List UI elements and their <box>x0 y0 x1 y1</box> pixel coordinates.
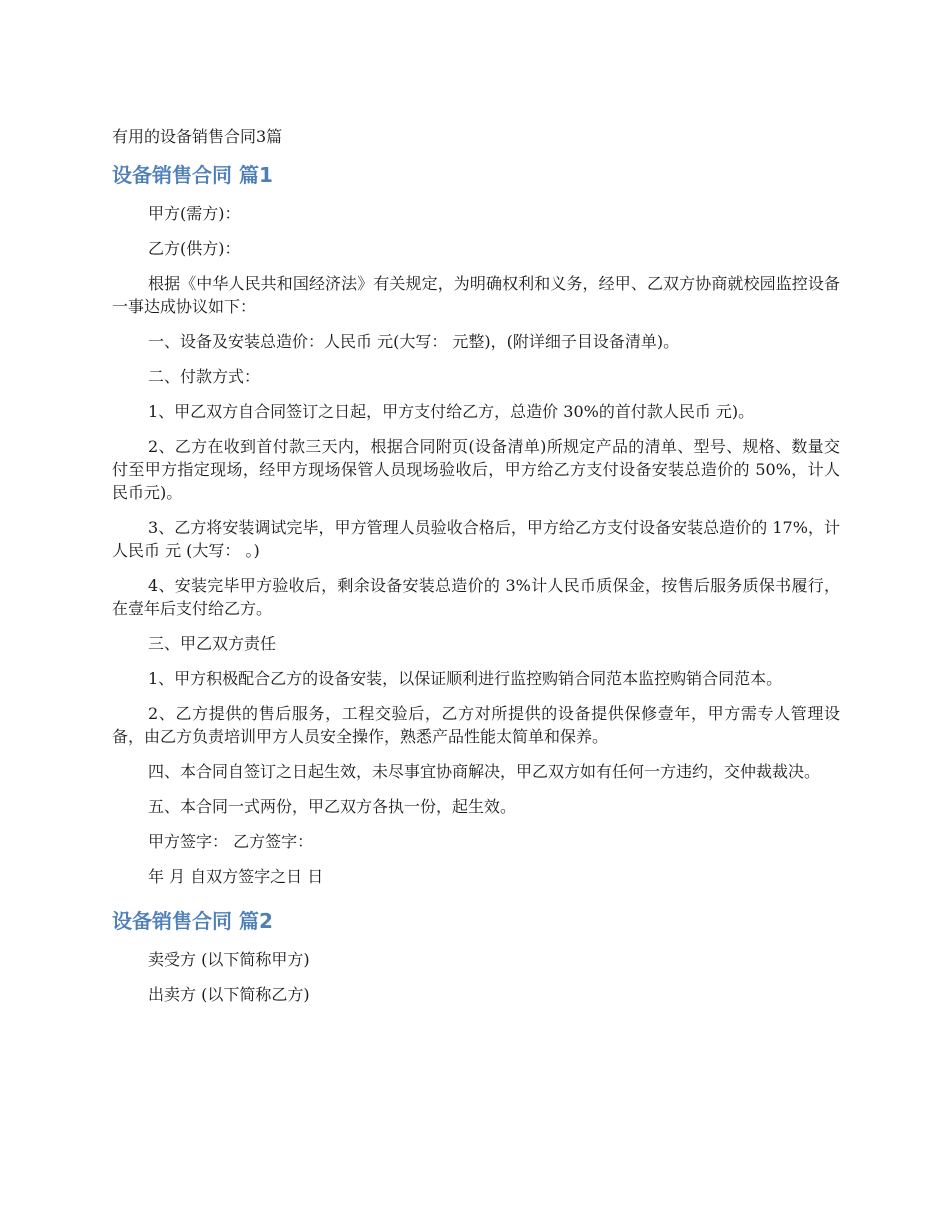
paragraph: 出卖方 (以下简称乙方) <box>148 985 310 1004</box>
paragraph: 乙方(供方)： <box>148 239 241 258</box>
paragraph: 甲方(需方)： <box>148 204 241 223</box>
document-title: 有用的设备销售合同3篇 <box>112 127 283 146</box>
section-heading-2: 设备销售合同 篇2 <box>112 909 273 933</box>
paragraph: 二、付款方式： <box>148 367 261 386</box>
paragraph: 3、乙方将安装调试完毕，甲方管理人员验收合格后，甲方给乙方支付设备安装总造价的 17%，计人民币 元 (大写： 。) <box>112 518 840 560</box>
paragraph: 卖受方 (以下简称甲方) <box>148 950 310 969</box>
signature-line: 甲方签字： 乙方签字： <box>148 832 314 851</box>
paragraph: 三、甲乙双方责任 <box>148 634 277 653</box>
document-page <box>112 126 840 1018</box>
paragraph: 根据《中华人民共和国经济法》有关规定，为明确权利和义务，经甲、乙双方协商就校园监控设备一事达成协议如下： <box>112 274 840 316</box>
paragraph: 2、乙方在收到首付款三天内，根据合同附页(设备清单)所规定产品的清单、型号、规格、数量交付至甲方指定现场，经甲方现场保管人员现场验收后，甲方给乙方支付设备安装总造价的 50%，计人民币元)。 <box>112 437 840 502</box>
paragraph: 1、甲乙双方自合同签订之日起，甲方支付给乙方，总造价 30%的首付款人民币 元)。 <box>148 402 755 421</box>
section-heading-1: 设备销售合同 篇1 <box>112 163 273 187</box>
date-line: 年 月 自双方签字之日 日 <box>148 867 324 886</box>
paragraph: 4、安装完毕甲方验收后，剩余设备安装总造价的 3%计人民币质保金，按售后服务质保书履行，在壹年后支付给乙方。 <box>112 576 840 618</box>
paragraph: 四、本合同自签订之日起生效，未尽事宜协商解决，甲乙双方如有任何一方违约，交仲裁裁决。 <box>148 762 821 781</box>
paragraph: 1、甲方积极配合乙方的设备安装，以保证顺利进行监控购销合同范本监控购销合同范本。 <box>148 669 783 688</box>
paragraph: 一、设备及安装总造价：人民币 元(大写： 元整)，(附详细子目设备清单)。 <box>148 332 680 351</box>
paragraph: 五、本合同一式两份，甲乙双方各执一份，起生效。 <box>148 797 517 816</box>
paragraph: 2、乙方提供的售后服务，工程交验后，乙方对所提供的设备提供保修壹年，甲方需专人管理设备，由乙方负责培训甲方人员安全操作，熟悉产品性能太简单和保养。 <box>112 704 840 746</box>
